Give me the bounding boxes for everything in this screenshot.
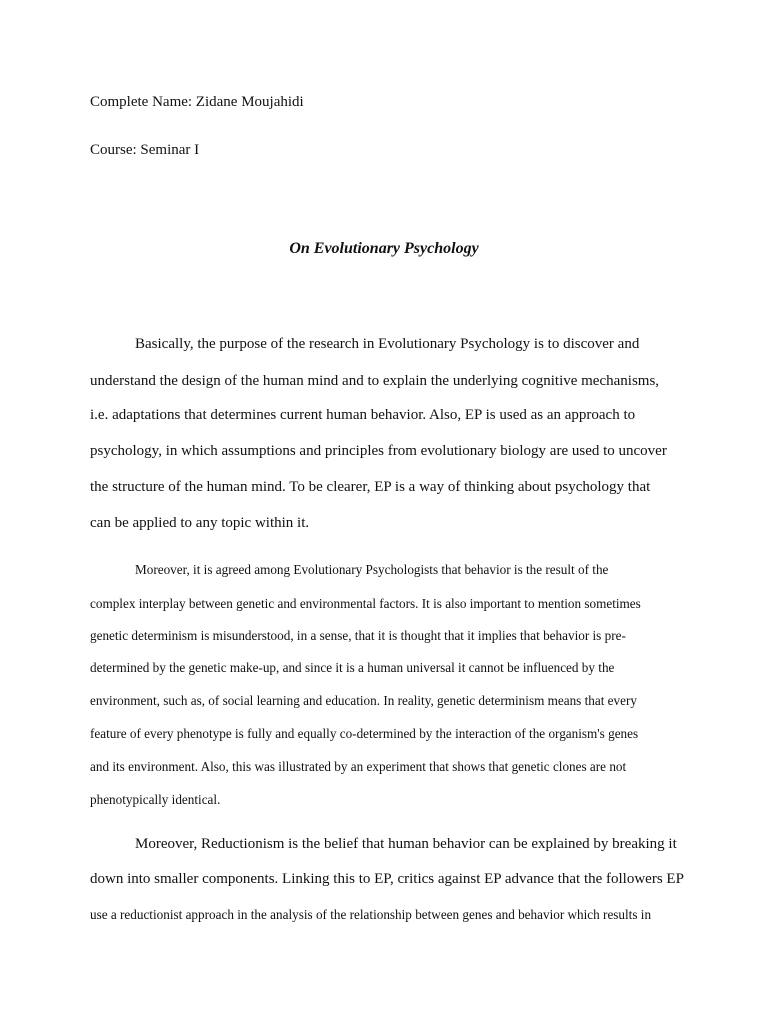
student-name-line: Complete Name: Zidane Moujahidi [90,94,304,110]
paragraph-line: i.e. adaptations that determines current human behavior. Also, EP is used as an approach to [90,407,636,423]
paragraph-line: determined by the genetic make-up, and since it is a human universal it cannot be influenced by the [90,660,615,675]
paragraph-line: understand the design of the human mind and to explain the underlying cognitive mechanisms, [90,373,660,389]
paragraph-line: environment, such as, of social learning and education. In reality, genetic determinism means that every [90,693,637,708]
paragraph-line: can be applied to any topic within it. [90,515,310,531]
paragraph-line: the structure of the human mind. To be clearer, EP is a way of thinking about psychology that [90,479,651,495]
course-line: Course: Seminar I [90,142,200,158]
paragraph-line: Moreover, Reductionism is the belief that human behavior can be explained by breaking it [135,836,677,852]
paragraph-line: Basically, the purpose of the research in Evolutionary Psychology is to discover and [135,336,640,352]
paragraph-line: down into smaller components. Linking this to EP, critics against EP advance that the followers EP [90,871,684,887]
paragraph-line: psychology, in which assumptions and principles from evolutionary biology are used to uncover [90,443,667,459]
paragraph-line: complex interplay between genetic and environmental factors. It is also important to mention sometimes [90,596,641,611]
paragraph-line: and its environment. Also, this was illustrated by an experiment that shows that genetic clones are not [90,759,627,774]
paragraph-line: genetic determinism is misunderstood, in a sense, that it is thought that it implies that behavior is pre- [90,628,626,643]
paragraph-line: phenotypically identical. [90,792,221,807]
essay-title: On Evolutionary Psychology [289,240,479,257]
paragraph-line: use a reductionist approach in the analysis of the relationship between genes and behavior which results in [90,907,652,922]
paragraph-line: feature of every phenotype is fully and equally co-determined by the interaction of the organism's genes [90,726,639,741]
paragraph-line: Moreover, it is agreed among Evolutionary Psychologists that behavior is the result of the [135,562,609,577]
